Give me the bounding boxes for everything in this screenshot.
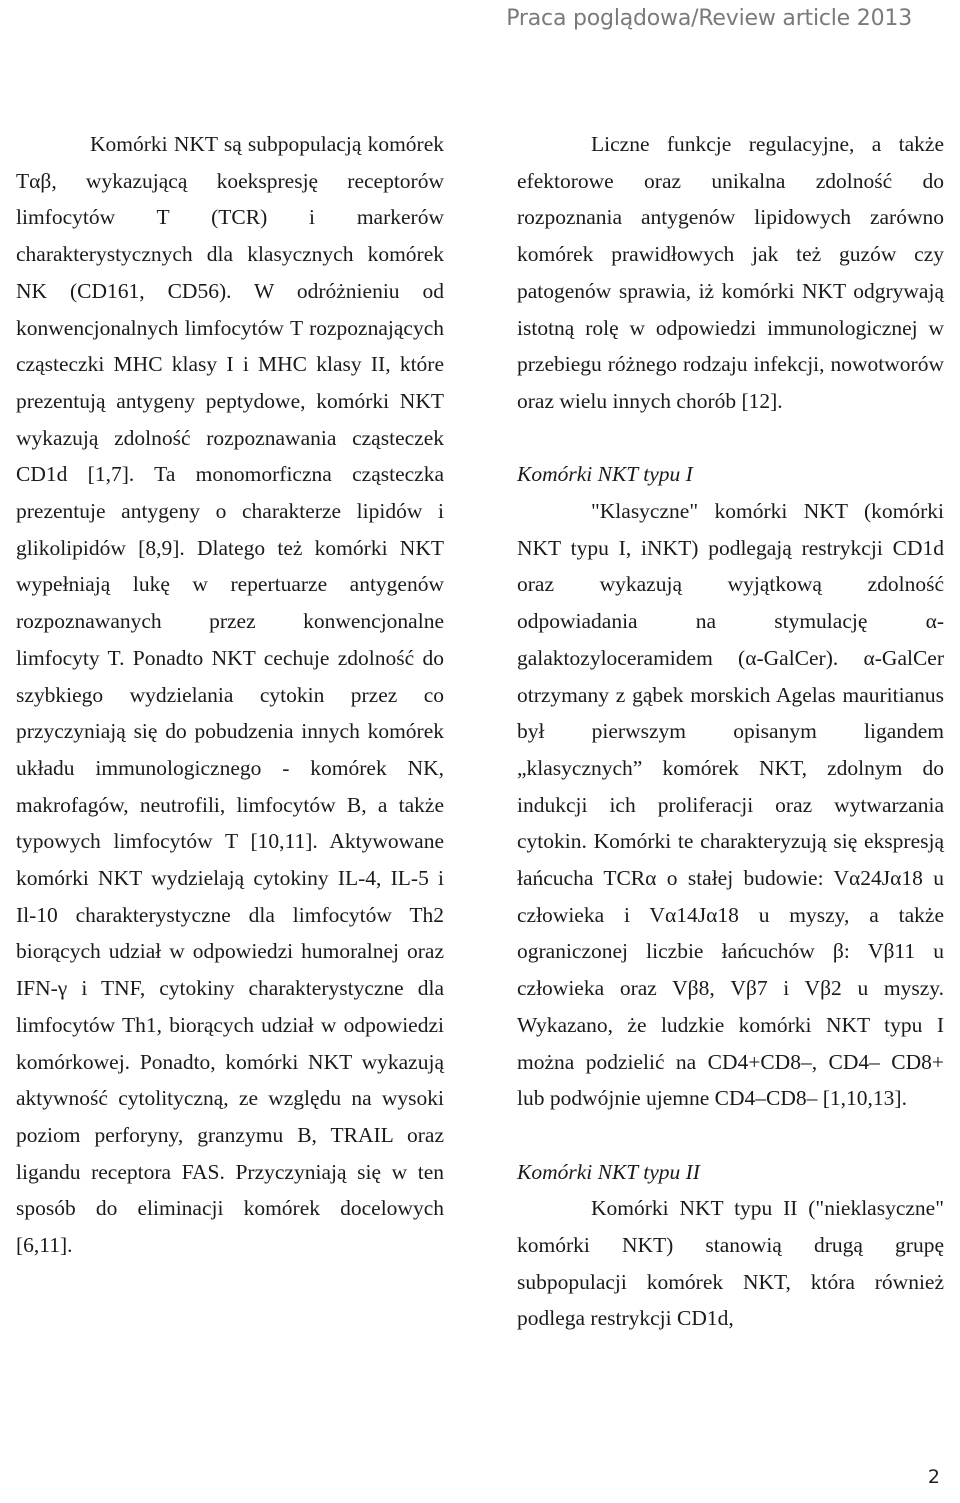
body-paragraph: Komórki NKT typu II ("nieklasyczne" komórki NKT) stanowią drugą grupę subpopulacji komórek NKT, która również podlega restrykcji CD1d, xyxy=(517,1196,944,1331)
page-number: 2 xyxy=(927,1466,940,1488)
section-heading-nkt-type-2: Komórki NKT typu II xyxy=(517,1159,700,1184)
left-column xyxy=(16,126,444,1264)
section-heading-nkt-type-1: Komórki NKT typu I xyxy=(517,462,693,487)
running-header: Praca poglądowa/Review article 2013 xyxy=(506,6,912,31)
body-paragraph: Liczne funkcje regulacyjne, a także efektorowe oraz unikalna zdolność do rozpoznania antygenów lipidowych zarówno komórek prawidłowych jak też guzów czy patogenów sprawia, iż komórki NKT odgrywają istotną rolę w odpowiedzi immunologicznej w przebiegu różnego rodzaju infekcji, nowotworów oraz wielu innych chorób [12]. xyxy=(517,132,944,413)
right-column xyxy=(517,126,944,1337)
body-paragraph: "Klasyczne" komórki NKT (komórki NKT typu I, iNKT) podlegają restrykcji CD1d oraz wykazują wyjątkową zdolność odpowiadania na stymulację α-galaktozyloceramidem (α-GalCer). α-GalCer otrzymany z gąbek morskich Agelas mauritianus był pierwszym opisanym ligandem „klasycznych” komórek NKT, zdolnym do indukcji ich proliferacji oraz wytwarzania cytokin. Komórki te charakteryzują się ekspresją łańcucha TCRα o stałej budowie: Vα24Jα18 u człowieka i Vα14Jα18 u myszy, a także ograniczonej liczbie łańcuchów β: Vβ11 u człowieka oraz Vβ8, Vβ7 i Vβ2 u myszy. Wykazano, że ludzkie komórki NKT typu I można podzielić na CD4+CD8–, CD4– CD8+ lub podwójnie ujemne CD4–CD8– [1,10,13]. xyxy=(517,499,944,1111)
body-paragraph: Komórki NKT są subpopulacją komórek Tαβ, wykazującą koekspresję receptorów limfocytów T (TCR) i markerów charakterystycznych dla klasycznych komórek NK (CD161, CD56). W odróżnieniu od konwencjonalnych limfocytów T rozpoznających cząsteczki MHC klasy I i MHC klasy II, które prezentują antygeny peptydowe, komórki NKT wykazują zdolność rozpoznawania cząsteczek CD1d [1,7]. Ta monomorficzna cząsteczka prezentuje antygeny o charakterze lipidów i glikolipidów [8,9]. Dlatego też komórki NKT wypełniają lukę w repertuarze antygenów rozpoznawanych przez konwencjonalne limfocyty T. Ponadto NKT cechuje zdolność do szybkiego wydzielania cytokin przez co przyczyniają się do pobudzenia innych komórek układu immunologicznego - komórek NK, makrofagów, neutrofili, limfocytów B, a także typowych limfocytów T [10,11]. Aktywowane komórki NKT wydzielają cytokiny IL-4, IL-5 i Il-10 charakterystyczne dla limfocytów Th2 biorących udział w odpowiedzi humoralnej oraz IFN-γ i TNF, cytokiny charakterystyczne dla limfocytów Th1, biorących udział w odpowiedzi komórkowej. Ponadto, komórki NKT wykazują aktywność cytolityczną, ze względu na wysoki poziom perforyny, granzymu B, TRAIL oraz ligandu receptora FAS. Przyczyniają się w ten sposób do eliminacji komórek docelowych [6,11]. xyxy=(16,132,444,1258)
